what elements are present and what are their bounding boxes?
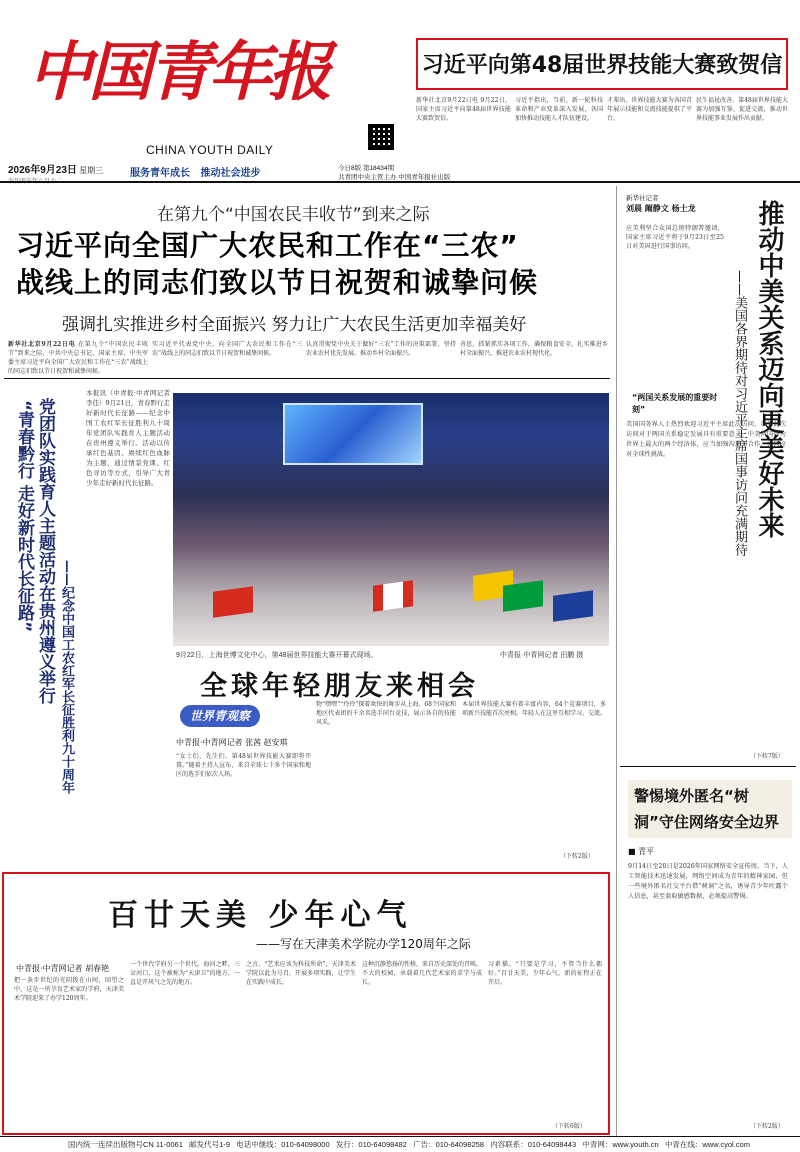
youth-col-1: “女士们，先生们，第48届世界技能大赛即将开幕。”随着主持人宣布，来自全球七十多个国家和地区的选手们依次入场。 bbox=[176, 753, 311, 778]
youth-col-2: 物“嘿嘿”“玲玲”探着欢快的舞步从上海。68个国家和地区代表团的千余名选手同台竞技，展示各自的技能风采。 bbox=[316, 701, 456, 726]
issue-number: 第18434期 bbox=[362, 165, 395, 172]
right-headline[interactable]: 推动中美关系迈向更美好未来 bbox=[754, 200, 784, 538]
footer-post: 邮发代号1-9 bbox=[189, 1140, 230, 1149]
photo-caption: 9月22日，上海世博文化中心，第48届世界技能大赛开幕式现场。 bbox=[176, 652, 378, 659]
left-feature-title-1[interactable]: “青春黔行 走好新时代长征路” bbox=[14, 400, 34, 633]
left-feature-subtitle: ——纪念中国工农红军长征胜利九十周年 bbox=[59, 560, 74, 794]
right-section-title: “两国关系发展的重要时刻” bbox=[632, 393, 718, 414]
lead-headline-2[interactable]: 战线上的同志们致以节日祝贺和诚挚问候 bbox=[16, 266, 539, 299]
newspaper-logo: 中国青年报 bbox=[28, 35, 328, 110]
column-divider bbox=[616, 186, 617, 1136]
footer-ad: 广告：010-64098258 bbox=[413, 1140, 484, 1149]
masthead-pinyin: CHINA YOUTH DAILY bbox=[146, 143, 274, 157]
top-promo-col-3: 才辈出，世界技能大赛为各国青年展示技能和交流技能提供了平台。 bbox=[607, 97, 692, 122]
masthead-rule bbox=[0, 181, 800, 183]
issue-date: 2026年9月23日 bbox=[8, 165, 77, 176]
author-square-icon: ■ bbox=[628, 847, 636, 856]
lead-text-col-1 bbox=[8, 340, 148, 374]
security-author: 青平 bbox=[638, 847, 655, 856]
bottom-continued: （下转6版） bbox=[552, 1123, 586, 1130]
flag-blue bbox=[553, 590, 593, 622]
flag-white bbox=[373, 580, 413, 612]
footer-web[interactable]: 中青在线：www.cyol.com bbox=[664, 1140, 750, 1149]
lead-subhead: 强调扎实推进乡村全面振兴 努力让广大农民生活更加幸福美好 bbox=[62, 315, 527, 335]
top-promo-col-4: 民生福祉改善。第48届世界技能大赛为加强互鉴、促进交流，推动世界技能事业发展作出贡献。 bbox=[696, 97, 788, 122]
bottom-feature-subtitle: ——写在天津美术学院办学120周年之际 bbox=[256, 937, 471, 951]
lead-rule bbox=[4, 378, 610, 379]
flag-green bbox=[503, 580, 543, 612]
ceremony-photo[interactable] bbox=[173, 393, 609, 646]
bottom-feature-headline[interactable]: 百廿天美 少年心气 bbox=[108, 898, 413, 933]
lead-dateline: 新华社北京9月22日电 bbox=[8, 341, 76, 348]
slogan-2: 推动社会进步 bbox=[200, 168, 261, 179]
column-logo[interactable]: 世界青观察 bbox=[180, 705, 260, 727]
bottom-col-2: 一个世代学府另一个世代。海河之畔，三岔河口，这个被称为“天津卫”的地方，一直是开风气之先的地方。 bbox=[130, 961, 240, 986]
left-feature-title-2[interactable]: 党团队实践育人主题活动在贵州遵义举行 bbox=[35, 398, 55, 704]
bottom-feature-byline: 中青报·中青网记者 胡春艳 bbox=[16, 964, 110, 973]
publisher-line: 共青团中央主管主办 中国青年报社出版 bbox=[338, 174, 451, 181]
bottom-col-3: 之言。“艺术应该为科技所命”，天津美术学院以此为号召，开展多项实践，让学生在实践中成长。 bbox=[246, 961, 356, 986]
top-promo-col-2: 习近平指出，当前，新一轮科技革命和产业变革深入发展，各国加快推动技能人才队伍建设。 bbox=[515, 97, 603, 122]
issue-meta bbox=[338, 163, 450, 181]
footer-phone: 电话中继线：010-64098000 bbox=[236, 1140, 330, 1149]
bottom-col-5: 习素描。“只要是学习，不管当什么都好。”百廿天美，少年心气，新的征程正在开启。 bbox=[488, 961, 602, 986]
reporter-names: 刘晨 阚静文 杨士龙 bbox=[626, 204, 696, 213]
slogan-1: 服务青年成长 bbox=[130, 168, 190, 179]
footer-site[interactable]: 中青网：www.youth.cn bbox=[582, 1140, 659, 1149]
lead-text-col-3: 认真贯彻党中央关于做好“三农”工作的决策部署，坚持农业农村优先发展，推动乡村全面振兴。 bbox=[306, 341, 456, 357]
top-promo-box[interactable] bbox=[416, 38, 788, 90]
qr-code-icon[interactable] bbox=[368, 124, 394, 150]
slogan-bar bbox=[130, 164, 260, 179]
bottom-col-4: 这种沉静悠扬的性格，来自历史深处的召唤。不大的校园，承载着几代艺术家的求学与成长。 bbox=[362, 961, 482, 986]
security-continued: （下转2版） bbox=[750, 1123, 784, 1130]
stage-screen bbox=[283, 403, 423, 465]
footer-publish: 发行：010-64098482 bbox=[335, 1140, 407, 1149]
security-body: 9月14日至20日是2026年国家网络安全宣传周。当下，人工智能技术迅速发展，网络空间成为青年的精神家园，但一些境外匿名社交平台借“树洞”之名，诱导青少年吐露个人信息，甚至套取敏感数据，必须提高警惕。 bbox=[628, 863, 788, 900]
security-author-block bbox=[628, 846, 654, 857]
top-promo-headline: 习近平向第48届世界技能大赛致贺信 bbox=[421, 53, 783, 78]
footer bbox=[0, 1137, 800, 1152]
youth-headline[interactable]: 全球年轻朋友来相会 bbox=[200, 671, 479, 702]
youth-continued: （下转2版） bbox=[560, 853, 594, 860]
footer-cn: 国内统一连续出版物号CN 11-0061 bbox=[68, 1140, 183, 1149]
issue-weekday: 星期三 bbox=[79, 166, 104, 175]
right-subtitle: ——美国各界期待对习近平主席国事访问充满期待 bbox=[732, 270, 747, 556]
youth-col-3: 本届世界技能大赛有着丰富内容，64个竞赛项目，多项新兴技能首次亮相，年轻人在这里互相学习、交流。 bbox=[462, 701, 606, 717]
reporter-label: 新华社记者 bbox=[626, 194, 659, 202]
lead-text-1: 在第九个“中国农民丰收节”到来之际，中共中央总书记、国家主席、中央军委主席习近平向全国广大农民和工作在“三农”战线上的同志们致以节日祝贺和诚挚问候。 bbox=[8, 341, 148, 374]
lead-headline-1[interactable]: 习近平向全国广大农民和工作在“三农” bbox=[16, 229, 519, 262]
right-continued: （下转7版） bbox=[750, 753, 784, 760]
left-feature-text: 本报讯（中青报·中青网记者李佳）9月21日，青春黔行走好新时代长征路——纪念中国工农红军长征胜利九十周年党团队实践育人主题活动在贵州遵义举行。活动以传承红色基因、赓续红色血脉为主题，通过情景党课、红色寻访等方式，引导广大青少年走好新时代长征路。 bbox=[86, 389, 170, 487]
photo-credit: 中青报·中青网记者 田鹏 摄 bbox=[500, 652, 584, 659]
today-pages: 今日8版 bbox=[338, 165, 362, 172]
bottom-col-1: 把一条步世纪的光阴拨在山间，回望之中，这是一所孕育艺术家的学府，天津美术学院迎来了办学120周年。 bbox=[14, 977, 124, 1002]
flag-red bbox=[213, 586, 253, 618]
right-body: 美国国务界人士热烈欢迎习近平主席此次访问，认为此次访问对于两国关系稳定发展具有重要意义。中美两国作为世界上最大的两个经济体，应当加强沟通与合作，共同应对全球性挑战。 bbox=[626, 421, 786, 458]
footer-edit: 内容联系：010-64098443 bbox=[490, 1140, 577, 1149]
right-rule bbox=[620, 766, 796, 767]
right-intro: 应美利坚合众国总统特朗普邀请，国家主席习近平将于9月23日至25日对美国进行国事访问。 bbox=[626, 225, 724, 250]
lead-text-col-2: 实习近平代表党中央，向全国广大农民和工作在“三农”战线上的同志们致以节日祝贺和诚挚问候。 bbox=[152, 341, 302, 357]
lead-text-col-4: 善思，抓紧抓实各项工作，确保粮食安全，扎实推进乡村全面振兴，推进农业农村现代化。 bbox=[460, 341, 608, 357]
security-headline[interactable]: 警惕境外匿名“树洞”守住网络安全边界 bbox=[628, 780, 792, 838]
lead-kicker: 在第九个“中国农民丰收节”到来之际 bbox=[157, 205, 430, 225]
youth-byline: 中青报·中青网记者 张茜 赵安琪 bbox=[176, 738, 288, 747]
top-promo-col-1: 新华社北京9月22日电 9月22日，国家主席习近平向第48届世界技能大赛致贺信。 bbox=[416, 97, 511, 122]
